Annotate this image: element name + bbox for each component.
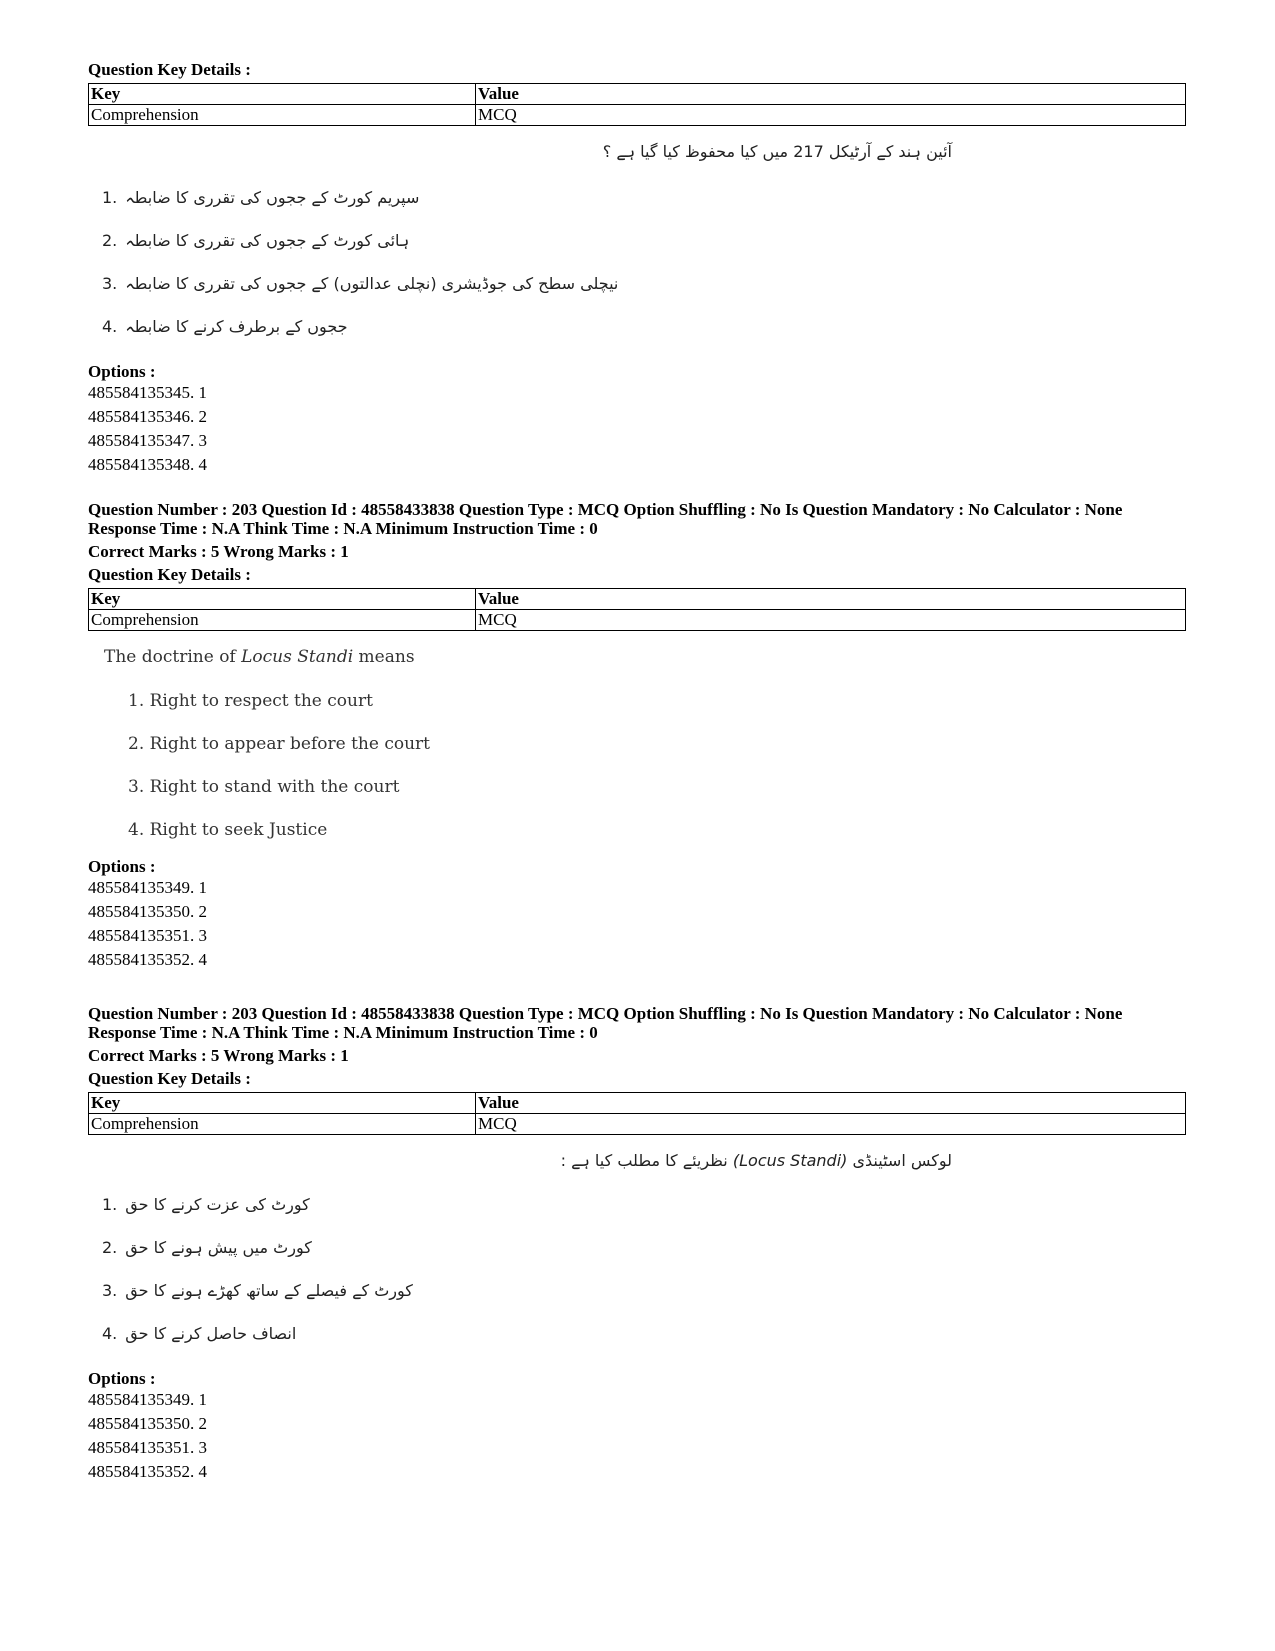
choice-2	[102, 231, 409, 250]
key-details-label: Question Key Details :	[88, 565, 251, 584]
choice-number: 3.	[102, 274, 118, 293]
choice-text: نیچلی سطح کی جوڈیشری (نچلی عدالتوں) کے ججوں کی تقرری کا ضابطہ	[125, 274, 619, 293]
choice-4	[102, 1324, 296, 1343]
key-details-label: Question Key Details :	[88, 60, 251, 79]
question-header-line-2: Response Time : N.A Think Time : N.A Minimum Instruction Time : 0	[88, 519, 598, 538]
choice-1	[102, 188, 419, 207]
choice-number: 4.	[102, 1324, 118, 1343]
table-row	[89, 610, 1186, 631]
question-block-2	[88, 500, 1188, 972]
options-label: Options :	[88, 857, 156, 876]
choice-3: 3. Right to stand with the court	[128, 777, 400, 797]
choice-3	[102, 1281, 413, 1300]
choice-text: کورٹ کی عزت کرنے کا حق	[125, 1195, 310, 1214]
option-4: 485584135348. 4	[88, 455, 207, 474]
choice-4	[102, 317, 348, 336]
option-1: 485584135349. 1	[88, 878, 207, 897]
option-2: 485584135346. 2	[88, 407, 207, 426]
key-details-table	[88, 588, 1186, 631]
question-italic: Locus Standi	[241, 647, 354, 667]
question-italic: (Locus Standi)	[732, 1151, 848, 1170]
question-header-line-2: Response Time : N.A Think Time : N.A Minimum Instruction Time : 0	[88, 1023, 598, 1042]
question-header-line-1: Question Number : 203 Question Id : 48558433838 Question Type : MCQ Option Shuffling : No Is Question Mandatory : No Calculator : None	[88, 500, 1123, 519]
table-header-key: Key	[89, 589, 476, 610]
option-1: 485584135345. 1	[88, 383, 207, 402]
choice-text: ججوں کے برطرف کرنے کا ضابطہ	[125, 317, 348, 336]
table-header-row	[89, 84, 1186, 105]
option-3: 485584135351. 3	[88, 1438, 207, 1457]
key-details-table	[88, 83, 1186, 126]
choice-2: 2. Right to appear before the court	[128, 734, 430, 754]
option-3: 485584135351. 3	[88, 926, 207, 945]
table-cell-value: MCQ	[476, 610, 1186, 631]
table-header-value: Value	[476, 84, 1186, 105]
marks-line: Correct Marks : 5 Wrong Marks : 1	[88, 1046, 349, 1065]
options-label: Options :	[88, 1369, 156, 1388]
choice-text: کورٹ میں پیش ہونے کا حق	[125, 1238, 312, 1257]
choice-number: 2.	[102, 1238, 118, 1257]
table-cell-value: MCQ	[476, 105, 1186, 126]
table-header-value: Value	[476, 1093, 1186, 1114]
question-prefix: The doctrine of	[104, 647, 242, 667]
key-details-table	[88, 1092, 1186, 1135]
question-block-3	[88, 1004, 1188, 1484]
choice-1	[102, 1195, 310, 1214]
question-image-urdu-1	[88, 126, 1188, 356]
question-text: آئین ہند کے آرٹیکل 217 میں کیا محفوظ کیا گیا ہے ؟	[602, 142, 952, 161]
table-cell-key: Comprehension	[89, 105, 476, 126]
options-label: Options :	[88, 362, 156, 381]
choice-number: 3.	[102, 1281, 118, 1300]
table-header-key: Key	[89, 84, 476, 105]
choice-number: 1.	[102, 1195, 118, 1214]
table-row	[89, 105, 1186, 126]
choice-4: 4. Right to seek Justice	[128, 820, 328, 840]
table-cell-key: Comprehension	[89, 610, 476, 631]
choice-number: 4.	[102, 317, 118, 336]
question-header-line-1: Question Number : 203 Question Id : 48558433838 Question Type : MCQ Option Shuffling : No Is Question Mandatory : No Calculator : None	[88, 1004, 1123, 1023]
question-part-a: لوکس اسٹینڈی	[852, 1151, 952, 1170]
table-header-row	[89, 589, 1186, 610]
choice-number: 2.	[102, 231, 118, 250]
choice-text: ہائی کورٹ کے ججوں کی تقرری کا ضابطہ	[125, 231, 410, 250]
choice-number: 1.	[102, 188, 118, 207]
table-cell-key: Comprehension	[89, 1114, 476, 1135]
choice-text: کورٹ کے فیصلے کے ساتھ کھڑے ہونے کا حق	[125, 1281, 413, 1300]
question-image-urdu-2	[88, 1135, 1188, 1363]
table-header-value: Value	[476, 589, 1186, 610]
question-text	[561, 1151, 952, 1170]
option-2: 485584135350. 2	[88, 1414, 207, 1433]
key-details-label: Question Key Details :	[88, 1069, 251, 1088]
marks-line: Correct Marks : 5 Wrong Marks : 1	[88, 542, 349, 561]
option-4: 485584135352. 4	[88, 1462, 207, 1481]
question-block-1	[88, 60, 1188, 490]
question-part-b: نظریئے کا مطلب کیا ہے :	[560, 1151, 728, 1170]
option-2: 485584135350. 2	[88, 902, 207, 921]
choice-text: انصاف حاصل کرنے کا حق	[125, 1324, 297, 1343]
choice-1: 1. Right to respect the court	[128, 691, 373, 711]
question-text	[104, 647, 415, 667]
table-cell-value: MCQ	[476, 1114, 1186, 1135]
question-image-english	[88, 631, 1188, 853]
choice-2	[102, 1238, 312, 1257]
choice-text: سپریم کورٹ کے ججوں کی تقرری کا ضابطہ	[125, 188, 420, 207]
question-suffix: means	[353, 647, 415, 667]
table-header-row	[89, 1093, 1186, 1114]
table-row	[89, 1114, 1186, 1135]
option-4: 485584135352. 4	[88, 950, 207, 969]
document-page	[88, 60, 1188, 1481]
option-1: 485584135349. 1	[88, 1390, 207, 1409]
option-3: 485584135347. 3	[88, 431, 207, 450]
table-header-key: Key	[89, 1093, 476, 1114]
choice-3	[102, 274, 618, 293]
